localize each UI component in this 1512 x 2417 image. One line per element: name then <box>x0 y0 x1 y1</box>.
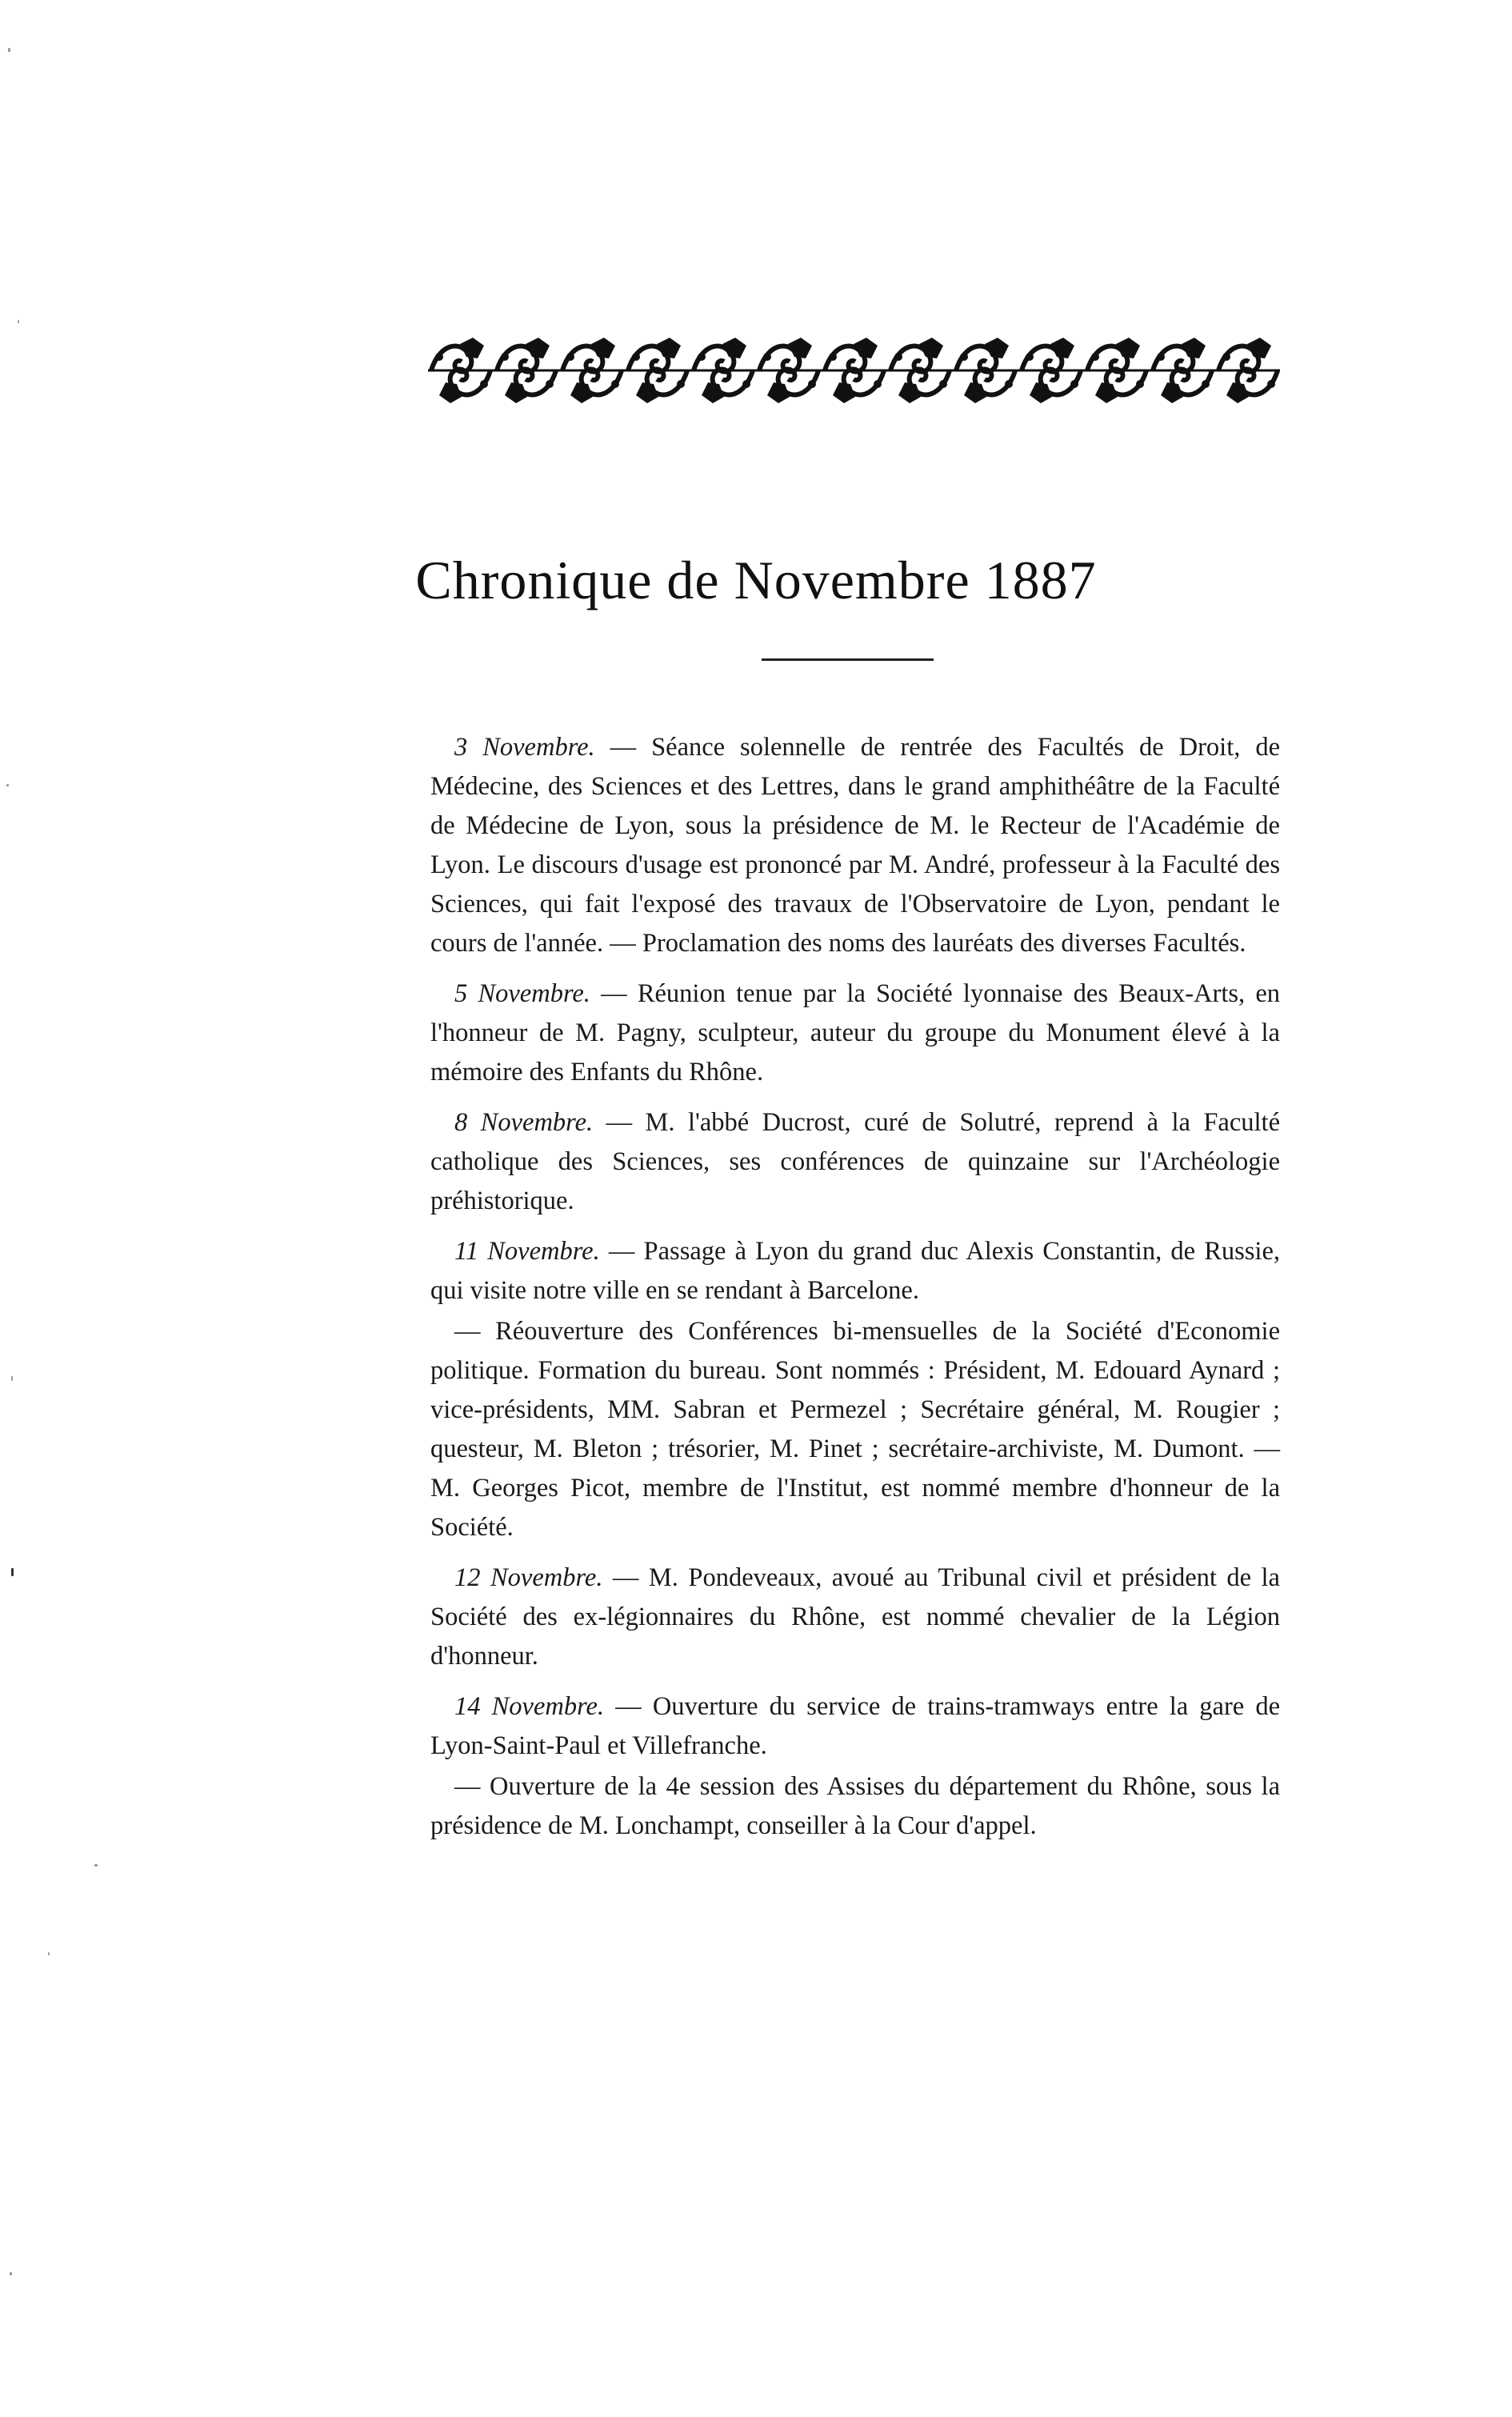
entry-date: 3 Novembre. <box>454 733 595 762</box>
entry-paragraph <box>430 1559 1280 1676</box>
chronicle-body <box>430 728 1280 1857</box>
entry-date: 11 Novembre. <box>454 1237 600 1266</box>
entry-text: — M. Pondeveaux, avoué au Tribunal civil et président de la Société des ex-légionnaires du Rhône, est nommé chevalier de la Légion d'honneur. <box>430 1563 1280 1671</box>
entry-paragraph <box>430 1232 1280 1311</box>
paper-speck <box>11 1376 13 1381</box>
paper-speck <box>10 2272 12 2275</box>
entry-date: 5 Novembre. <box>454 979 590 1008</box>
entry-paragraph <box>430 1103 1280 1221</box>
entry-text: — Ouverture du service de trains-tramways entre la gare de Lyon-Saint-Paul et Villefranche. <box>430 1692 1281 1760</box>
paper-speck <box>8 48 10 52</box>
entry-text: — Passage à Lyon du grand duc Alexis Constantin, de Russie, qui visite notre ville en se rendant à Barcelone. <box>430 1237 1280 1305</box>
page-title: Chronique de Novembre 1887 <box>415 549 1097 610</box>
entry-text: — Ouverture de la 4e session des Assises du département du Rhône, sous la présidence de M. Lonchampt, conseiller à la Cour d'appel. <box>430 1772 1280 1840</box>
entry-continuation <box>430 1312 1280 1547</box>
entry-text: — Réunion tenue par la Société lyonnaise des Beaux-Arts, en l'honneur de M. Pagny, sculpteur, auteur du groupe du Monument élevé à la mémoire des Enfants du Rhône. <box>430 979 1280 1086</box>
paper-speck <box>6 784 9 786</box>
title-rule <box>762 658 934 661</box>
ornamental-header-band <box>428 334 1280 406</box>
entry-date: 12 Novembre. <box>454 1563 603 1592</box>
entry-text: — Séance solennelle de rentrée des Facultés de Droit, de Médecine, des Sciences et des Lettres, dans le grand amphithéâtre de la Faculté de Médecine de Lyon, sous la présidence de M. le Recteur de l'Académie de Lyon. Le discours d'usage est prononcé par M. André, professeur à la Faculté des Sciences, qui fait l'exposé des travaux de l'Observatoire de Lyon, pendant le cours de l'année. — Proclamation des noms des lauréats des diverses Facultés. <box>430 733 1280 958</box>
entry-text: — Réouverture des Conférences bi-mensuelles de la Société d'Economie politique. Formation du bureau. Sont nommés : Président, M. Edouard Aynard ; vice-présidents, MM. Sabran et Permezel ; Secrétaire général, M. Rougier ; questeur, M. Bleton ; trésorier, M. Pinet ; secrétaire-archiviste, M. Dumont. — M. Georges Picot, membre de l'Institut, est nommé membre d'honneur de la Société. <box>430 1317 1280 1542</box>
entry-date: 8 Novembre. <box>454 1108 594 1137</box>
paper-speck <box>18 320 19 323</box>
paper-speck <box>94 1864 98 1867</box>
paper-speck <box>48 1952 50 1955</box>
entry-date: 14 Novembre. <box>454 1692 605 1721</box>
entry-text: — M. l'abbé Ducrost, curé de Solutré, reprend à la Faculté catholique des Sciences, ses conférences de quinzaine sur l'Archéologie préhistorique. <box>430 1108 1280 1215</box>
entry-continuation <box>430 1767 1280 1846</box>
entry-paragraph <box>430 728 1280 963</box>
entry-paragraph <box>430 1687 1280 1766</box>
paper-speck <box>11 1568 14 1576</box>
entry-paragraph <box>430 974 1280 1092</box>
